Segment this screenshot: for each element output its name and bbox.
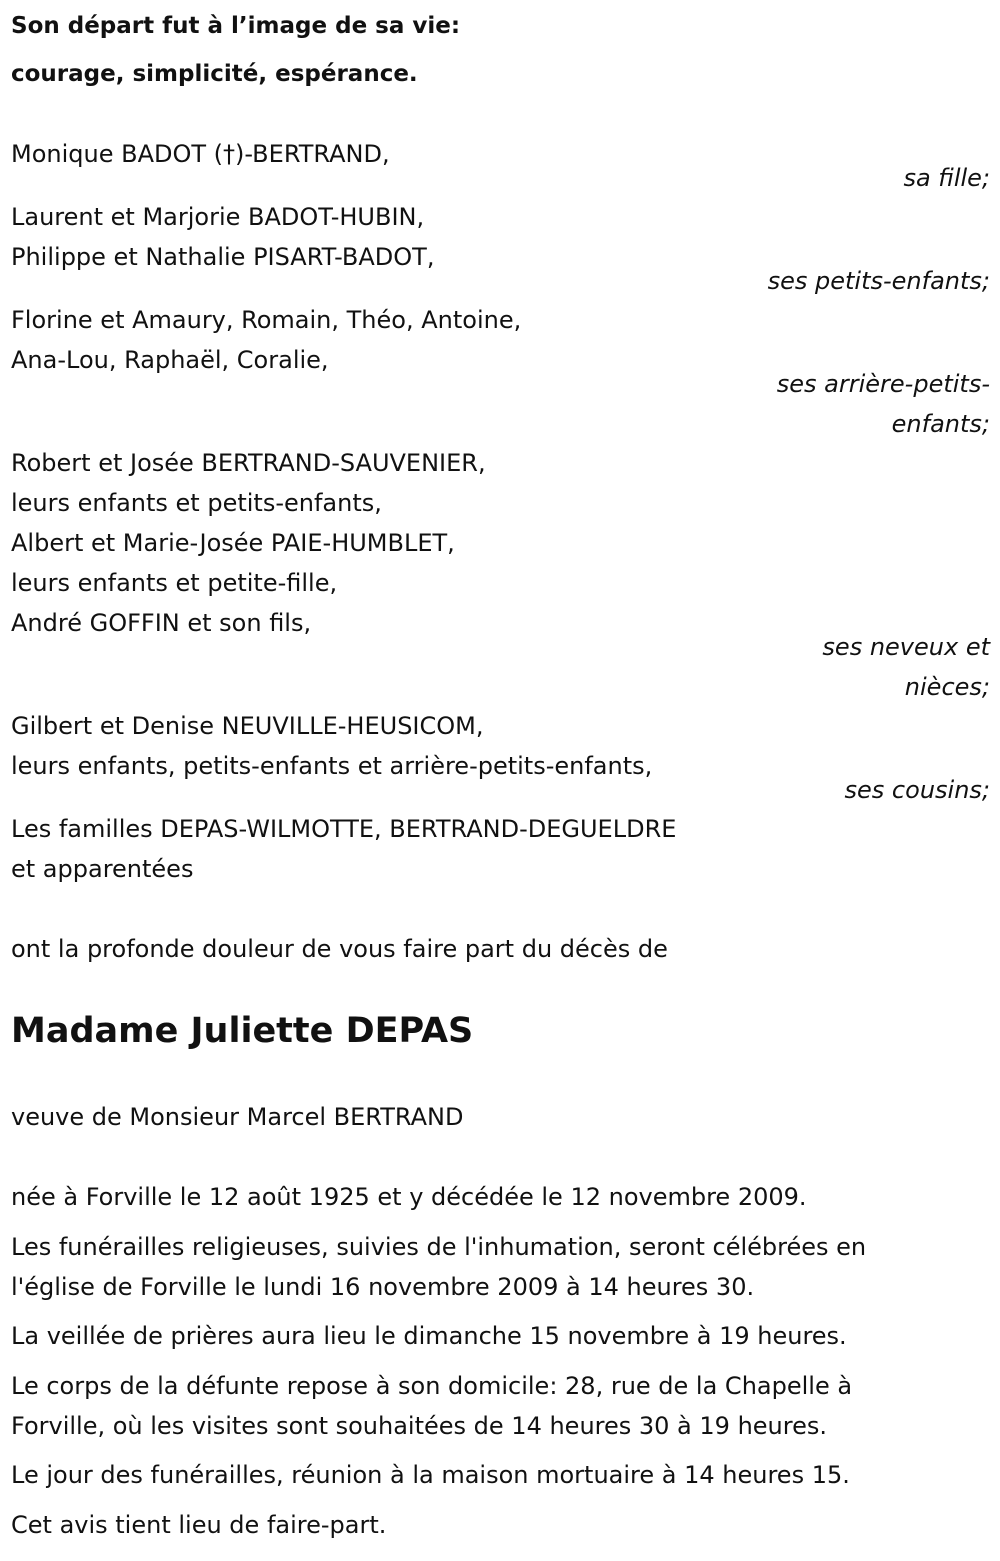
detail-line: La veillée de prières aura lieu le dimanche 15 novembre à 19 heures. (11, 1322, 847, 1350)
family-line: leurs enfants et petite-fille, (11, 569, 338, 597)
announcement-text: ont la profonde douleur de vous faire part du décès de (11, 935, 668, 963)
family-line: Laurent et Marjorie BADOT-HUBIN, (11, 203, 425, 231)
relation-line: enfants; (891, 410, 990, 438)
relation-daughter (903, 158, 990, 198)
family-group-grandchildren (11, 197, 434, 277)
relation-line: sa fille; (903, 164, 990, 192)
detail-line: Les funérailles religieuses, suivies de l'inhumation, seront célébrées en (11, 1233, 867, 1261)
family-line: et apparentées (11, 855, 194, 883)
widow-of-text: veuve de Monsieur Marcel BERTRAND (11, 1103, 464, 1131)
family-line: Philippe et Nathalie PISART-BADOT, (11, 243, 435, 271)
detail-residence (11, 1366, 852, 1446)
family-line: leurs enfants et petits-enfants, (11, 489, 382, 517)
relation-line: ses cousins; (844, 776, 990, 804)
relation-cousins (845, 770, 990, 810)
detail-funeral (11, 1227, 866, 1307)
family-line: André GOFFIN et son fils, (11, 609, 312, 637)
family-line: leurs enfants, petits-enfants et arrière-petits-enfants, (11, 752, 653, 780)
detail-line: née à Forville le 12 août 1925 et y décédée le 12 novembre 2009. (11, 1183, 807, 1211)
detail-line: Forville, où les visites sont souhaitées de 14 heures 30 à 19 heures. (11, 1412, 827, 1440)
epigraph-line-2: courage, simplicité, espérance. (11, 61, 418, 87)
family-line: Gilbert et Denise NEUVILLE-HEUSICOM, (11, 712, 484, 740)
relation-line: nièces; (904, 673, 990, 701)
family-group-great-grandchildren (11, 300, 521, 380)
detail-line: Le corps de la défunte repose à son domicile: 28, rue de la Chapelle à (11, 1372, 853, 1400)
family-group-related-families (11, 809, 676, 889)
family-line: Ana-Lou, Raphaël, Coralie, (11, 346, 329, 374)
relation-great-grandchildren (777, 364, 990, 444)
family-group-daughter (11, 134, 390, 174)
detail-notice (11, 1505, 386, 1545)
family-line: Albert et Marie-Josée PAIE-HUMBLET, (11, 529, 455, 557)
family-line: Florine et Amaury, Romain, Théo, Antoine, (11, 306, 522, 334)
deceased-name: Madame Juliette DEPAS (11, 1011, 474, 1051)
family-line: Robert et Josée BERTRAND-SAUVENIER, (11, 449, 486, 477)
epigraph-line-1: Son départ fut à l’image de sa vie: (11, 13, 461, 39)
detail-line: Le jour des funérailles, réunion à la maison mortuaire à 14 heures 15. (11, 1461, 850, 1489)
relation-line: ses arrière-petits- (776, 370, 990, 398)
detail-line: Cet avis tient lieu de faire-part. (11, 1511, 387, 1539)
detail-vigil (11, 1316, 847, 1356)
family-line: Monique BADOT (†)-BERTRAND, (11, 140, 390, 168)
family-line: Les familles DEPAS-WILMOTTE, BERTRAND-DEGUELDRE (11, 815, 677, 843)
detail-line: l'église de Forville le lundi 16 novembre 2009 à 14 heures 30. (11, 1273, 755, 1301)
relation-grandchildren (768, 261, 990, 301)
detail-meeting (11, 1455, 850, 1495)
family-group-nephews-nieces (11, 443, 486, 643)
relation-line: ses petits-enfants; (767, 267, 990, 295)
relation-nephews-nieces (822, 627, 990, 707)
detail-birth-death (11, 1177, 807, 1217)
family-group-cousins (11, 706, 652, 786)
relation-line: ses neveux et (822, 633, 990, 661)
